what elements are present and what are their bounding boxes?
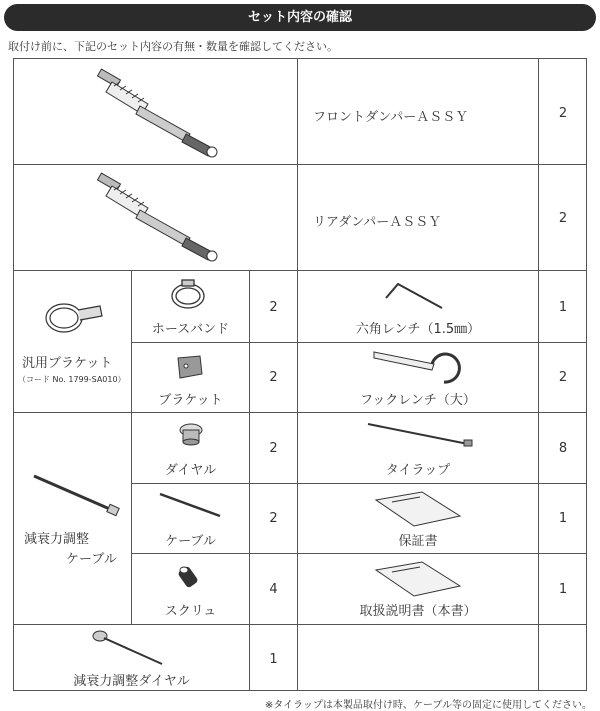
dial-qty: 2 [269, 441, 278, 456]
adjust-dial-name: 減衰力調整ダイヤル [73, 674, 190, 689]
bracket-qty: 2 [269, 370, 278, 385]
screw-illustration [176, 562, 206, 592]
screw-name: スクリュ [164, 604, 217, 619]
warranty-name: 保証書 [398, 534, 438, 549]
dial-illustration [176, 420, 206, 450]
footnote: ※タイラップは本製品取付け時、ケーブル等の固定に使用してください。 [264, 700, 592, 711]
rear-damper-illustration [90, 172, 230, 264]
cable-name: ケーブル [165, 534, 216, 549]
cable-illustration [156, 490, 226, 522]
tie-wrap-qty: 8 [558, 441, 568, 456]
cable-set-illustration [28, 470, 124, 520]
warranty-qty: 1 [558, 511, 568, 526]
front-damper-name: フロントダンパーＡＳＳＹ [313, 110, 469, 125]
intro-text: 取付け前に、下記のセット内容の有無・数量を確認してください。 [8, 40, 338, 53]
manual-illustration [372, 560, 464, 598]
rear-damper-qty: 2 [558, 211, 568, 226]
hex-wrench-name: 六角レンチ（1.5㎜） [355, 322, 481, 337]
hook-wrench-name: フックレンチ（大） [360, 393, 476, 408]
rear-damper-name: リアダンパーＡＳＳＹ [313, 215, 442, 230]
manual-qty: 1 [558, 582, 568, 597]
hose-band-illustration [168, 278, 212, 312]
hex-wrench-qty: 1 [558, 300, 568, 315]
cable-qty: 2 [269, 511, 278, 526]
bracket-illustration [172, 352, 208, 382]
adjust-dial-illustration [90, 628, 170, 668]
front-damper-qty: 2 [558, 106, 568, 121]
hook-wrench-qty: 2 [558, 370, 568, 385]
bracket-name: ブラケット [158, 393, 223, 408]
manual-name: 取扱説明書（本書） [359, 604, 477, 619]
adjust-dial-qty: 1 [269, 652, 278, 667]
hex-wrench-illustration [380, 280, 450, 314]
screw-qty: 4 [269, 582, 278, 597]
hose-band-name: ホースバンド [151, 322, 230, 337]
bracket-group-code: （コード No. 1799-SA010） [18, 375, 126, 384]
front-damper-illustration [90, 68, 230, 160]
tie-wrap-illustration [364, 420, 476, 450]
bracket-set-illustration [40, 296, 106, 338]
cable-group-label-line1: 減衰力調整 [24, 532, 90, 547]
section-header: セット内容の確認 [4, 4, 596, 31]
cable-group-label-line2: ケーブル [66, 552, 117, 567]
hook-wrench-illustration [368, 350, 464, 386]
bracket-group-label: 汎用ブラケット [22, 356, 113, 371]
warranty-illustration [372, 490, 464, 528]
dial-name: ダイヤル [164, 463, 217, 478]
tie-wrap-name: タイラップ [385, 463, 451, 478]
hose-band-qty: 2 [269, 300, 278, 315]
